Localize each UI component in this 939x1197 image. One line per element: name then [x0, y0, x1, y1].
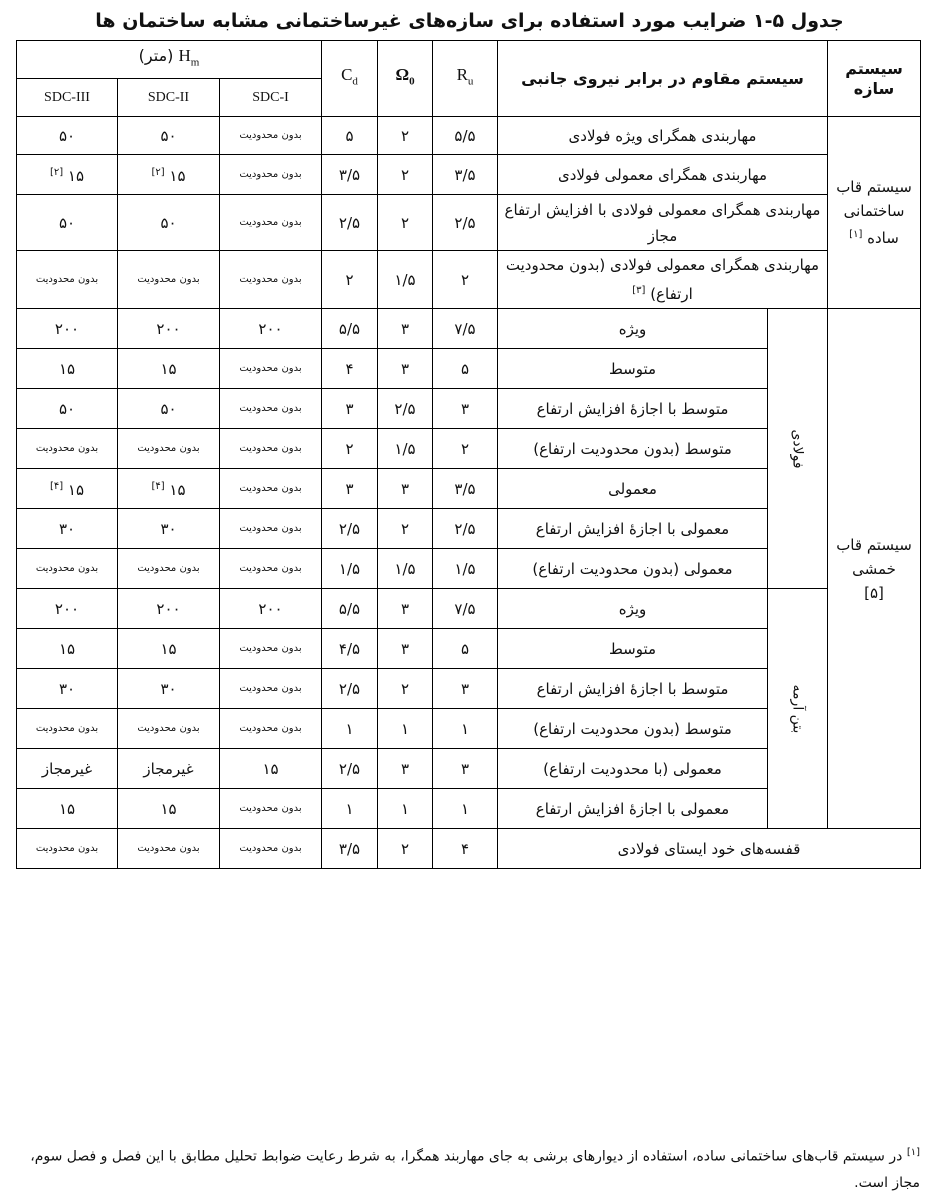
cell-sdc-2: بدون محدودیت: [118, 251, 220, 309]
cell-ru: ۳: [433, 389, 498, 429]
cell-sdc-1: بدون محدودیت: [220, 549, 322, 589]
row-description: معمولی با اجازۀ افزایش ارتفاع: [498, 789, 768, 829]
cell-sdc-2: ۱۵ [۲]: [118, 155, 220, 195]
cell-omega: ۲: [378, 509, 433, 549]
cell-ru: ۵: [433, 349, 498, 389]
cell-omega: ۳: [378, 629, 433, 669]
cell-cd: ۵/۵: [322, 309, 378, 349]
cell-sdc-3: ۲۰۰: [17, 589, 118, 629]
header-sdc-1: SDC-I: [220, 79, 322, 117]
row-description: مهاربندی همگرای معمولی فولادی (بدون محدودیت ارتفاع) [۳]: [498, 251, 828, 309]
cell-cd: ۲/۵: [322, 195, 378, 251]
footnote-mark: [۱]: [906, 1147, 920, 1158]
cell-cd: ۲/۵: [322, 749, 378, 789]
cell-cd: ۵/۵: [322, 589, 378, 629]
cell-ru: ۳: [433, 669, 498, 709]
cell-sdc-2: ۲۰۰: [118, 589, 220, 629]
table-row: [17, 117, 921, 155]
cell-sdc-3: ۲۰۰: [17, 309, 118, 349]
table-row: [17, 589, 921, 629]
table-row: [17, 155, 921, 195]
table-row: [17, 829, 921, 869]
cell-omega: ۳: [378, 469, 433, 509]
row-description: متوسط با اجازۀ افزایش ارتفاع: [498, 669, 768, 709]
cell-sdc-3: ۱۵ [۴]: [17, 469, 118, 509]
cell-sdc-1: ۲۰۰: [220, 589, 322, 629]
header-sdc-3: SDC-III: [17, 79, 118, 117]
cell-sdc-2: ۵۰: [118, 117, 220, 155]
coefficients-table: [16, 40, 921, 869]
cell-ru: ۵: [433, 629, 498, 669]
note-ref: [۳]: [632, 285, 646, 296]
row-description: ویژه: [498, 309, 768, 349]
cell-sdc-2: ۳۰: [118, 669, 220, 709]
cell-ru: ۱/۵: [433, 549, 498, 589]
header-resisting-system: سیستم مقاوم در برابر نیروی جانبی: [498, 41, 828, 117]
row-description: متوسط با اجازۀ افزایش ارتفاع: [498, 389, 768, 429]
cell-cd: ۳/۵: [322, 829, 378, 869]
cell-sdc-1: بدون محدودیت: [220, 709, 322, 749]
cell-sdc-3: غیرمجاز: [17, 749, 118, 789]
cell-sdc-1: بدون محدودیت: [220, 155, 322, 195]
row-description: متوسط (بدون محدودیت ارتفاع): [498, 709, 768, 749]
cell-ru: ۳: [433, 749, 498, 789]
cell-sdc-2: بدون محدودیت: [118, 709, 220, 749]
cell-ru: ۷/۵: [433, 589, 498, 629]
cell-cd: ۱: [322, 789, 378, 829]
row-description: قفسه‌های خود ایستای فولادی: [498, 829, 921, 869]
cell-cd: ۲/۵: [322, 509, 378, 549]
header-ru: $R_u$: [433, 41, 498, 117]
cell-omega: ۳: [378, 309, 433, 349]
cell-ru: ۵/۵: [433, 117, 498, 155]
cell-sdc-2: ۵۰: [118, 389, 220, 429]
cell-cd: ۱/۵: [322, 549, 378, 589]
cell-sdc-1: بدون محدودیت: [220, 789, 322, 829]
cell-sdc-2: ۱۵: [118, 349, 220, 389]
row-description: مهاربندی همگرای معمولی فولادی: [498, 155, 828, 195]
cell-sdc-2: ۳۰: [118, 509, 220, 549]
cell-sdc-3: ۵۰: [17, 117, 118, 155]
cell-sdc-2: بدون محدودیت: [118, 549, 220, 589]
row-description: متوسط (بدون محدودیت ارتفاع): [498, 429, 768, 469]
header-system: سیستم سازه: [828, 41, 921, 117]
cell-sdc-3: بدون محدودیت: [17, 429, 118, 469]
cell-sdc-2: ۵۰: [118, 195, 220, 251]
cell-cd: ۲/۵: [322, 669, 378, 709]
cell-sdc-1: بدون محدودیت: [220, 349, 322, 389]
header-hm: $H_m$ (متر): [17, 41, 322, 79]
note-ref: [۲]: [49, 167, 64, 178]
cell-omega: ۲: [378, 117, 433, 155]
material-concrete: بتن آرمه: [768, 589, 828, 829]
note-ref: [۵]: [864, 583, 884, 602]
cell-sdc-3: ۵۰: [17, 195, 118, 251]
table-row: [17, 195, 921, 251]
cell-sdc-1: بدون محدودیت: [220, 389, 322, 429]
cell-sdc-1: بدون محدودیت: [220, 669, 322, 709]
cell-omega: ۲: [378, 669, 433, 709]
cell-sdc-1: بدون محدودیت: [220, 829, 322, 869]
cell-sdc-3: بدون محدودیت: [17, 709, 118, 749]
header-sdc-2: SDC-II: [118, 79, 220, 117]
cell-ru: ۳/۵: [433, 469, 498, 509]
cell-sdc-2: غیرمجاز: [118, 749, 220, 789]
cell-sdc-1: بدون محدودیت: [220, 509, 322, 549]
cell-omega: ۳: [378, 749, 433, 789]
material-steel: فولادی: [768, 309, 828, 589]
cell-sdc-3: ۱۵: [17, 629, 118, 669]
cell-ru: ۲: [433, 429, 498, 469]
cell-ru: ۴: [433, 829, 498, 869]
cell-sdc-3: ۱۵: [17, 789, 118, 829]
cell-omega: ۲: [378, 829, 433, 869]
cell-cd: ۳: [322, 469, 378, 509]
cell-omega: ۳: [378, 589, 433, 629]
row-description: مهاربندی همگرای ویژه فولادی: [498, 117, 828, 155]
cell-sdc-1: بدون محدودیت: [220, 117, 322, 155]
cell-cd: ۲: [322, 429, 378, 469]
table-row: [17, 309, 921, 349]
cell-cd: ۳: [322, 389, 378, 429]
cell-sdc-1: ۱۵: [220, 749, 322, 789]
cell-omega: ۲: [378, 155, 433, 195]
cell-sdc-1: بدون محدودیت: [220, 469, 322, 509]
cell-ru: ۲/۵: [433, 509, 498, 549]
cell-sdc-2: ۱۵ [۴]: [118, 469, 220, 509]
note-ref: [۴]: [151, 481, 165, 492]
row-description: معمولی: [498, 469, 768, 509]
cell-ru: ۳/۵: [433, 155, 498, 195]
cell-sdc-3: ۱۵: [17, 349, 118, 389]
cell-sdc-1: ۲۰۰: [220, 309, 322, 349]
note-ref: [۲]: [151, 167, 165, 178]
cell-sdc-3: بدون محدودیت: [17, 251, 118, 309]
footnote: [16, 1140, 920, 1196]
row-description: متوسط: [498, 349, 768, 389]
cell-sdc-3: بدون محدودیت: [17, 829, 118, 869]
cell-sdc-2: بدون محدودیت: [118, 429, 220, 469]
cell-cd: ۵: [322, 117, 378, 155]
row-description: متوسط: [498, 629, 768, 669]
cell-sdc-2: بدون محدودیت: [118, 829, 220, 869]
cell-cd: ۲: [322, 251, 378, 309]
cell-omega: ۲: [378, 195, 433, 251]
note-ref: [۱]: [849, 229, 863, 240]
cell-sdc-1: بدون محدودیت: [220, 429, 322, 469]
cell-sdc-3: ۱۵ [۲]: [17, 155, 118, 195]
group-simple-frame: [828, 117, 921, 309]
cell-sdc-3: ۵۰: [17, 389, 118, 429]
cell-sdc-1: بدون محدودیت: [220, 629, 322, 669]
cell-cd: ۴/۵: [322, 629, 378, 669]
row-description: معمولی با اجازۀ افزایش ارتفاع: [498, 509, 768, 549]
cell-sdc-1: بدون محدودیت: [220, 195, 322, 251]
header-cd: $C_d$: [322, 41, 378, 117]
group-moment-frame: [828, 309, 921, 829]
cell-sdc-3: ۳۰: [17, 669, 118, 709]
cell-ru: ۲: [433, 251, 498, 309]
table-title: جدول ۵-۱ ضرایب مورد استفاده برای سازه‌های غیرساختمانی مشابه ساختمان ها: [95, 10, 844, 32]
header-omega: $\Omega_0$: [378, 41, 433, 117]
cell-omega: ۱/۵: [378, 429, 433, 469]
footnote-text: در سیستم قاب‌های ساختمانی ساده، استفاده از دیوارهای برشی به جای مهاربند همگرا، به شرط رعایت ضوابط تحلیل مطابق با این فصل و فصل سوم، مجاز است.: [30, 1148, 920, 1191]
cell-ru: ۱: [433, 789, 498, 829]
row-description: مهاربندی همگرای معمولی فولادی با افزایش ارتفاع مجاز: [498, 195, 828, 251]
row-description: ویژه: [498, 589, 768, 629]
cell-sdc-3: بدون محدودیت: [17, 549, 118, 589]
group-label: سیستم قاب ساختمانی ساده: [836, 178, 912, 247]
cell-ru: ۲/۵: [433, 195, 498, 251]
note-ref: [۴]: [49, 481, 64, 492]
cell-ru: ۱: [433, 709, 498, 749]
cell-omega: ۱: [378, 709, 433, 749]
cell-sdc-2: ۱۵: [118, 789, 220, 829]
cell-omega: ۱: [378, 789, 433, 829]
cell-cd: ۳/۵: [322, 155, 378, 195]
row-description: معمولی (با محدودیت ارتفاع): [498, 749, 768, 789]
table-row: [17, 251, 921, 309]
cell-omega: ۳: [378, 349, 433, 389]
cell-omega: ۱/۵: [378, 549, 433, 589]
cell-cd: ۴: [322, 349, 378, 389]
cell-sdc-2: ۲۰۰: [118, 309, 220, 349]
cell-sdc-2: ۱۵: [118, 629, 220, 669]
cell-sdc-1: بدون محدودیت: [220, 251, 322, 309]
cell-cd: ۱: [322, 709, 378, 749]
cell-omega: ۲/۵: [378, 389, 433, 429]
cell-ru: ۷/۵: [433, 309, 498, 349]
row-description: معمولی (بدون محدودیت ارتفاع): [498, 549, 768, 589]
cell-sdc-3: ۳۰: [17, 509, 118, 549]
cell-omega: ۱/۵: [378, 251, 433, 309]
group-label: سیستم قاب خمشی: [836, 535, 912, 578]
